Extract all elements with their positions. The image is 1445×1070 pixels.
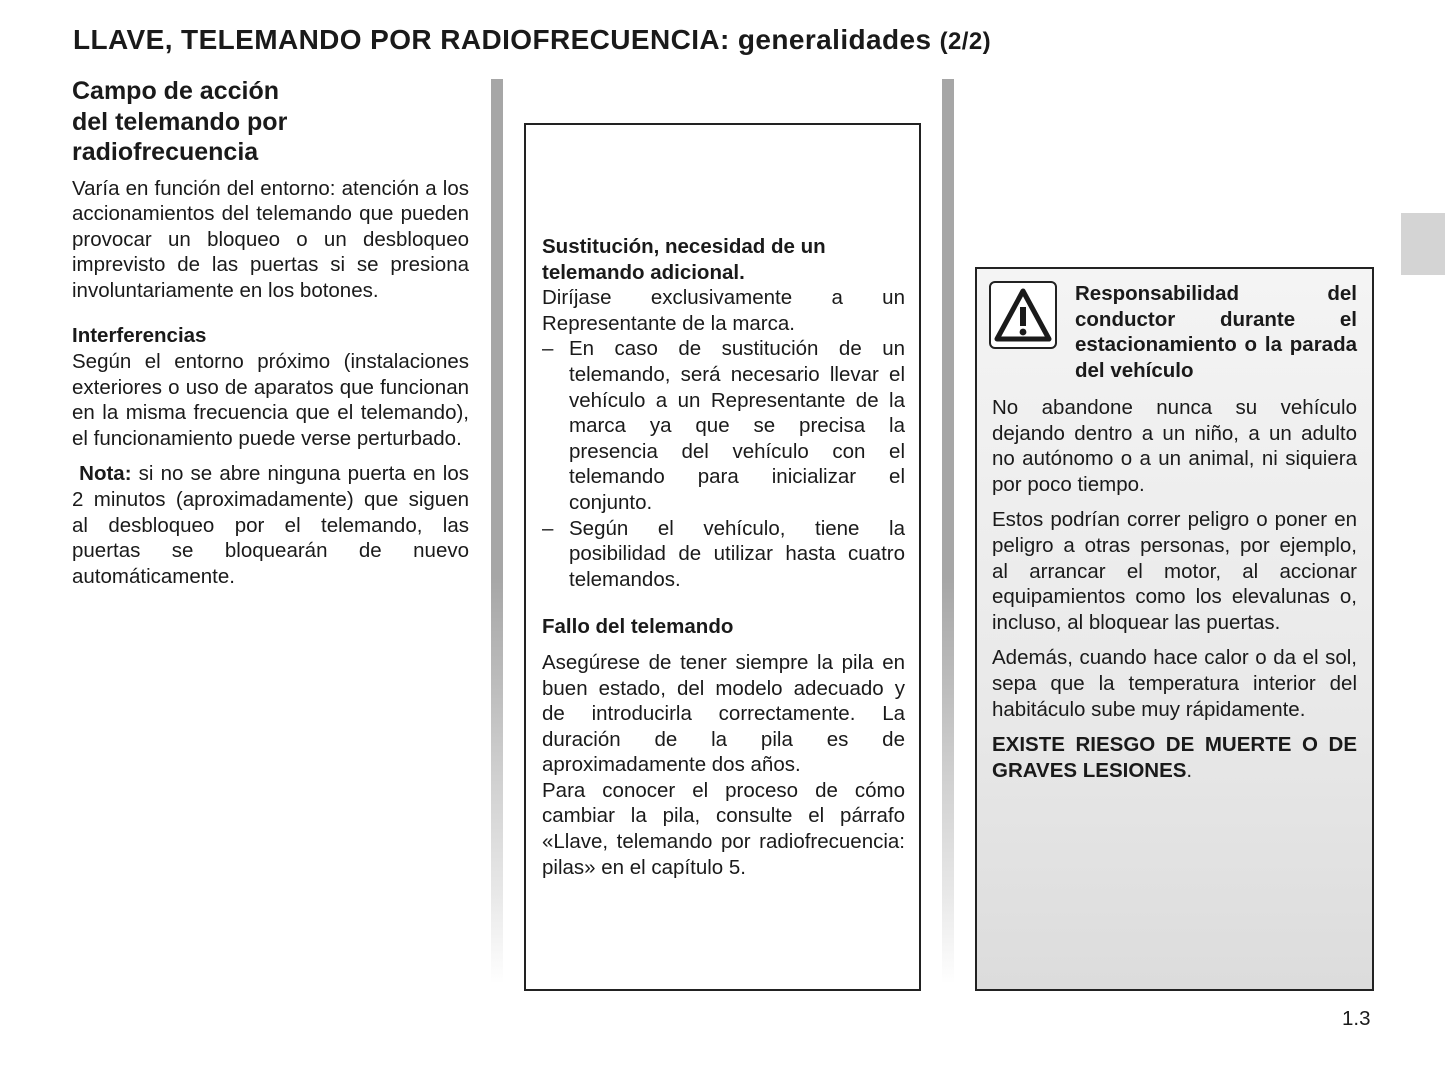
column-divider-bar <box>491 79 503 984</box>
title-page-count: (2/2) <box>939 28 991 55</box>
heading-line: del telemando por <box>72 107 288 136</box>
chapter-tab <box>1401 213 1445 275</box>
list-item <box>542 336 905 515</box>
sustitucion-title <box>542 235 826 284</box>
heading-line: radiofrecuencia <box>72 138 259 166</box>
interferencias-paragraph: Según el entorno próximo (instalaciones exteriores o uso de aparatos que funcionan en la misma frecuencia que el telemando), el funcionamiento puede verse perturbado. <box>72 350 469 450</box>
sustitucion-paragraph: Diríjase exclusivamente a un Representante de la marca. <box>542 286 905 335</box>
column-left <box>72 76 469 589</box>
interferencias-title: Interferencias <box>72 324 207 348</box>
list-dash: – <box>542 337 554 361</box>
fallo-title: Fallo del telemando <box>542 615 734 639</box>
risk-period: . <box>1186 758 1193 782</box>
list-item-text: En caso de sustitución de un telemando, será necesario llevar el vehículo a un Representante de la marca ya que se precisa la presencia del vehículo con el telemando para inicializar el conjunto. <box>569 337 905 514</box>
title-main: LLAVE, TELEMANDO POR RADIOFRECUENCIA: <box>73 24 730 55</box>
warning-title: Responsabilidad del conductor durante el estacionamiento o la parada del vehículo <box>1075 282 1357 382</box>
warning-triangle-icon <box>989 281 1057 349</box>
warning-paragraph: Además, cuando hace calor o da el sol, sepa que la temperatura interior del habitáculo sube muy rápidamente. <box>992 646 1357 721</box>
title-sub: generalidades <box>737 24 932 55</box>
campo-paragraph: Varía en función del entorno: atención a los accionamientos del telemando que pueden provocar un bloqueo o un desbloqueo imprevisto de las puertas si se presiona involuntariamente en los botones. <box>72 176 469 302</box>
list-item-text: Según el vehículo, tiene la posibilidad de utilizar hasta cuatro telemandos. <box>569 516 905 591</box>
list-item <box>542 516 905 593</box>
risk-statement <box>992 732 1357 783</box>
risk-text: EXISTE RIESGO DE MUERTE O DE GRAVES LESIONES <box>992 733 1357 782</box>
info-box-sustitucion <box>524 123 921 991</box>
warning-paragraph: Estos podrían correr peligro o poner en peligro a otras personas, por ejemplo, al arrancar el motor, al accionar equipamientos como los elevalunas o, incluso, al bloquear las puertas. <box>992 508 1357 634</box>
sustitucion-title-line: Sustitución, necesidad de un <box>542 235 826 258</box>
page-number: 1.3 <box>1342 1007 1371 1030</box>
fallo-paragraph: Para conocer el proceso de cómo cambiar la pila, consulte el párrafo «Llave, telemando por radiofrecuencia: pilas» en el capítulo 5. <box>542 778 905 879</box>
column-divider-bar <box>942 79 954 984</box>
note-label: Nota: <box>79 462 132 486</box>
note-paragraph <box>72 461 469 589</box>
section-heading-campo <box>72 76 469 168</box>
note-text: si no se abre ninguna puerta en los 2 minutos (aproximadamente) que siguen al desbloqueo por el telemando, las puertas se bloquearán de nuevo automáticamente. <box>72 462 469 588</box>
warning-paragraph: No abandone nunca su vehículo dejando dentro a un niño, a un adulto no autónomo o a un animal, ni siquiera por poco tiempo. <box>992 396 1357 496</box>
heading-line: Campo de acción <box>72 77 279 105</box>
sustitucion-title-line: telemando adicional. <box>542 260 745 284</box>
warning-box <box>975 267 1374 991</box>
list-dash: – <box>542 516 554 540</box>
page-title <box>73 24 991 56</box>
fallo-paragraph: Asegúrese de tener siempre la pila en buen estado, del modelo adecuado y de introducirla correctamente. La duración de la pila es de aproximadamente dos años. <box>542 650 905 777</box>
